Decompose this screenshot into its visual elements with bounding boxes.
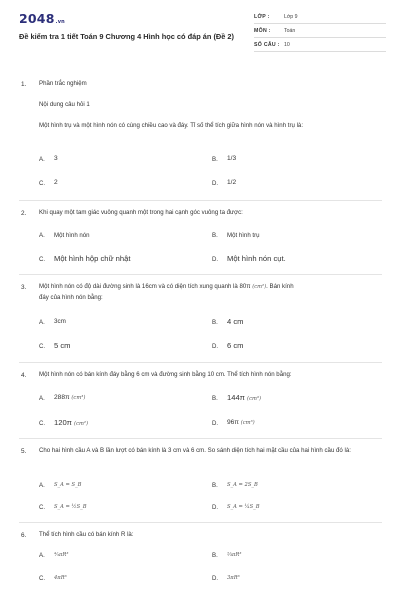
logo-suffix: .vn — [55, 19, 65, 25]
option-d-letter: D. — [212, 420, 219, 427]
option-b[interactable]: ⅔πR³ — [227, 552, 242, 558]
option-c[interactable]: S_A = ½S_B — [54, 504, 87, 510]
option-c[interactable]: Một hình hộp chữ nhật — [54, 254, 131, 263]
option-c-letter: C. — [39, 420, 46, 427]
option-c[interactable]: 2 — [54, 179, 58, 186]
option-a-letter: A. — [39, 395, 45, 402]
option-b-letter: B. — [212, 482, 218, 489]
document-title: Đề kiểm tra 1 tiết Toán 9 Chương 4 Hình học có đáp án (Đề 2) — [19, 32, 234, 41]
question-divider — [19, 200, 382, 201]
option-d[interactable]: 6 cm — [227, 341, 244, 350]
question-number: 2. — [21, 210, 27, 217]
option-b-letter: B. — [212, 156, 218, 163]
option-d-letter: D. — [212, 575, 219, 582]
option-a[interactable]: Một hình nón — [54, 232, 90, 239]
question-text: Thể tích hình cầu có bán kính R là: — [39, 531, 134, 538]
option-b-letter: B. — [212, 232, 218, 239]
option-c-letter: C. — [39, 504, 46, 511]
option-b[interactable]: 1/3 — [227, 155, 237, 162]
question-text: Một hình nón có bán kính đáy bằng 6 cm và đường sinh bằng 10 cm. Thể tích hình nón bằng: — [39, 371, 292, 378]
option-a-letter: A. — [39, 552, 45, 559]
meta-key: MÔN : — [254, 28, 271, 34]
option-value: 96π — [227, 419, 239, 426]
meta-divider — [254, 23, 386, 24]
question-divider — [19, 522, 382, 523]
option-a-letter: A. — [39, 482, 45, 489]
option-a-letter: A. — [39, 156, 45, 163]
option-d[interactable]: 1/2 — [227, 179, 237, 186]
option-b[interactable]: 4 cm — [227, 317, 244, 326]
question-number: 5. — [21, 448, 27, 455]
option-b-letter: B. — [212, 552, 218, 559]
question-number: 6. — [21, 532, 27, 539]
question-divider — [19, 362, 382, 363]
meta-value: 10 — [284, 42, 290, 48]
unit-formula: (cm²) — [252, 284, 267, 290]
question-text: Cho hai hình cầu A và B lần lượt có bán kính là 3 cm và 6 cm. So sánh diện tích hai mặt cầu của hai hình cầu đó là: — [39, 447, 351, 454]
option-d[interactable]: 3πR³ — [227, 575, 240, 581]
option-a[interactable]: 3cm — [54, 318, 66, 325]
option-c-letter: C. — [39, 180, 46, 187]
unit-formula: (cm³) — [240, 420, 255, 426]
option-b-letter: B. — [212, 319, 218, 326]
option-c-letter: C. — [39, 256, 46, 263]
option-b[interactable]: S_A = 2S_B — [227, 482, 258, 488]
logo-text: 2048 — [19, 11, 55, 26]
question-number: 3. — [21, 284, 27, 291]
option-a-letter: A. — [39, 232, 45, 239]
question-number: 4. — [21, 372, 27, 379]
meta-divider — [254, 51, 386, 52]
option-c-letter: C. — [39, 575, 46, 582]
question-text — [39, 282, 379, 303]
section-title: Phần trắc nghiệm — [39, 80, 87, 87]
question-text-part: . Bán kính — [266, 283, 294, 290]
question-text-part: đáy của hình nón bằng: — [39, 293, 103, 301]
question-text: Một hình trụ và một hình nón có cùng chiều cao và đáy. Tỉ số thể tích giữa hình nón và hình trụ là: — [39, 122, 304, 129]
option-d-letter: D. — [212, 504, 219, 511]
option-c[interactable] — [54, 418, 88, 427]
option-b[interactable]: Một hình trụ — [227, 232, 260, 239]
page-header — [0, 0, 400, 60]
meta-divider — [254, 37, 386, 38]
site-logo[interactable] — [19, 11, 65, 26]
option-a[interactable]: 3 — [54, 155, 58, 162]
question-subtitle: Nội dung câu hỏi 1 — [39, 101, 90, 108]
option-c-letter: C. — [39, 343, 46, 350]
document-meta — [254, 14, 386, 56]
option-d[interactable]: S_A = ¼S_B — [227, 504, 260, 510]
option-c[interactable]: 4πR³ — [54, 575, 67, 581]
meta-value: Toán — [284, 28, 296, 34]
option-value: 144π — [227, 393, 245, 402]
option-b[interactable] — [227, 393, 261, 402]
option-b-letter: B. — [212, 395, 218, 402]
option-value: 288π — [54, 394, 70, 401]
question-number: 1. — [21, 81, 27, 88]
question-divider — [19, 438, 382, 439]
meta-value: Lớp 9 — [284, 14, 298, 20]
option-value: 120π — [54, 418, 72, 427]
option-d-letter: D. — [212, 180, 219, 187]
option-d-letter: D. — [212, 343, 219, 350]
option-a[interactable]: ⁴⁄₃πR³ — [54, 552, 69, 558]
option-a-letter: A. — [39, 319, 45, 326]
question-text-part: Một hình nón có độ dài đường sinh là 16cm và có diện tích xung quanh là 80π — [39, 283, 251, 290]
unit-formula: (cm³) — [71, 395, 86, 401]
meta-key: LỚP : — [254, 14, 270, 20]
meta-row-class — [254, 14, 386, 28]
question-divider — [19, 274, 382, 275]
option-d[interactable]: Một hình nón cụt. — [227, 254, 286, 263]
meta-key: SỐ CÂU : — [254, 42, 280, 48]
unit-formula: (cm³) — [247, 396, 261, 402]
option-c[interactable]: 5 cm — [54, 341, 71, 350]
unit-formula: (cm²) — [74, 421, 88, 427]
option-d-letter: D. — [212, 256, 219, 263]
option-d[interactable] — [227, 419, 255, 426]
meta-row-count — [254, 42, 386, 56]
meta-row-subject — [254, 28, 386, 42]
question-text: Khi quay một tam giác vuông quanh một trong hai cạnh góc vuông ta được: — [39, 209, 243, 216]
option-a[interactable] — [54, 394, 85, 401]
option-a[interactable]: S_A = S_B — [54, 482, 82, 488]
